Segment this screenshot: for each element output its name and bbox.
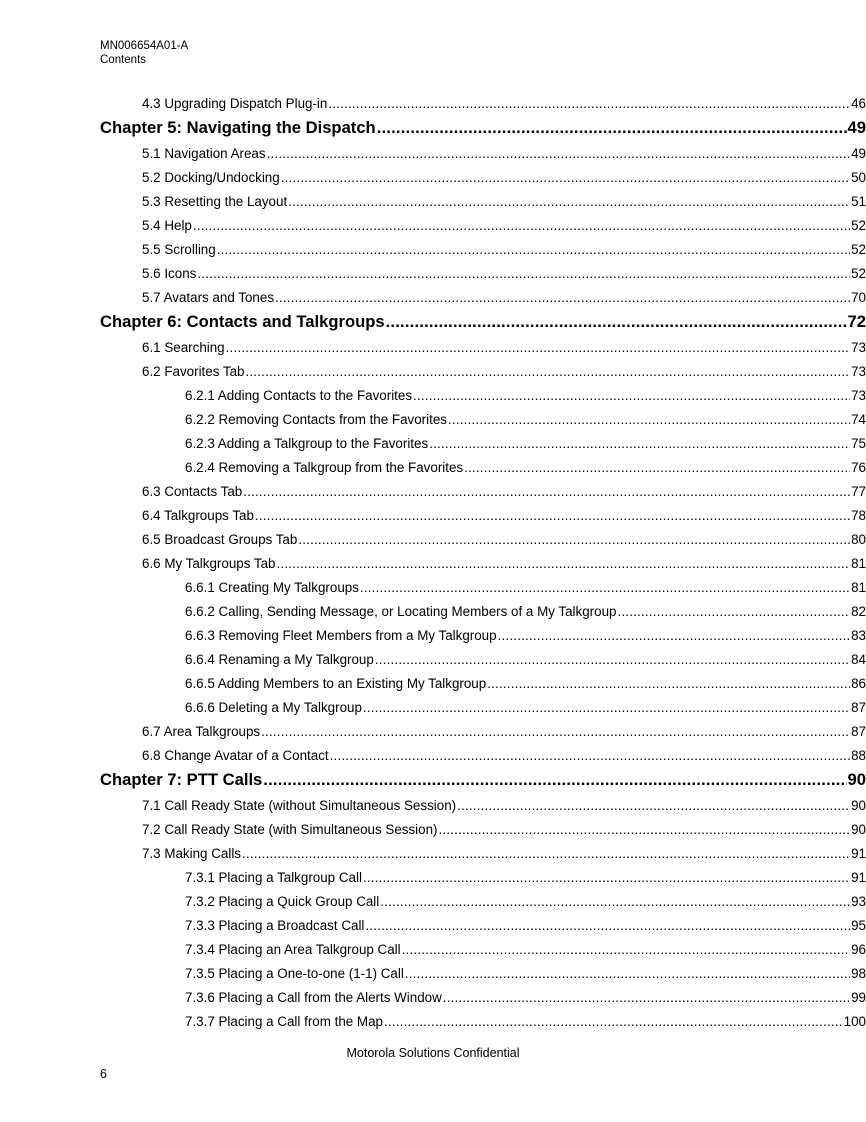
toc-entry-title: 5.5 Scrolling <box>142 241 216 257</box>
toc-entry-page: 84 <box>851 651 866 667</box>
toc-entry[interactable] <box>0 599 866 623</box>
toc-entry[interactable] <box>0 623 866 647</box>
toc-entry-title: 5.7 Avatars and Tones <box>142 289 275 305</box>
toc-entry-page: 83 <box>851 627 866 643</box>
toc-leader-dots <box>360 580 850 595</box>
toc-entry-page: 70 <box>851 289 866 305</box>
toc-leader-dots <box>377 118 847 138</box>
toc-entry-page: 72 <box>847 312 866 331</box>
toc-leader-dots <box>267 146 851 161</box>
toc-leader-dots <box>617 604 850 619</box>
toc-leader-dots <box>298 532 850 547</box>
toc-entry-title: 6.6.6 Deleting a My Talkgroup <box>185 699 362 715</box>
toc-entry-page: 73 <box>851 363 866 379</box>
toc-entry-page: 49 <box>851 145 866 161</box>
toc-entry[interactable] <box>0 889 866 913</box>
toc-entry[interactable] <box>0 479 866 503</box>
toc-entry-page: 90 <box>851 797 866 813</box>
toc-leader-dots <box>429 436 850 451</box>
toc-entry-page: 73 <box>851 387 866 403</box>
toc-entry-title: 6.2.1 Adding Contacts to the Favorites <box>185 387 413 403</box>
toc-leader-dots <box>275 290 850 305</box>
toc-entry-page: 50 <box>851 169 866 185</box>
toc-entry[interactable] <box>0 937 866 961</box>
toc-entry-page: 76 <box>851 459 866 475</box>
toc-entry-page: 75 <box>851 435 866 451</box>
toc-entry-title: 4.3 Upgrading Dispatch Plug-in <box>142 95 328 111</box>
toc-entry[interactable] <box>0 743 866 767</box>
toc-leader-dots <box>226 340 850 355</box>
toc-chapter-entry[interactable] <box>0 309 866 335</box>
toc-entry-title: 7.3.3 Placing a Broadcast Call <box>185 917 365 933</box>
toc-entry-title: 6.6.4 Renaming a My Talkgroup <box>185 651 374 667</box>
toc-entry-page: 91 <box>851 845 866 861</box>
toc-entry[interactable] <box>0 285 866 309</box>
toc-leader-dots <box>328 96 850 111</box>
toc-entry[interactable] <box>0 455 866 479</box>
toc-entry-page: 78 <box>851 507 866 523</box>
toc-entry-title: 7.2 Call Ready State (with Simultaneous Session) <box>142 821 438 837</box>
toc-leader-dots <box>263 770 846 790</box>
page-number: 6 <box>100 1067 107 1081</box>
toc-entry[interactable] <box>0 431 866 455</box>
toc-entry-page: 90 <box>851 821 866 837</box>
toc-entry[interactable] <box>0 1009 866 1033</box>
toc-leader-dots <box>487 676 850 691</box>
toc-entry[interactable] <box>0 865 866 889</box>
toc-leader-dots <box>243 484 850 499</box>
toc-entry[interactable] <box>0 841 866 865</box>
toc-entry-title: 7.3.4 Placing an Area Talkgroup Call <box>185 941 401 957</box>
toc-entry-title: 6.8 Change Avatar of a Contact <box>142 747 329 763</box>
toc-entry-title: 5.2 Docking/Undocking <box>142 169 280 185</box>
toc-leader-dots <box>193 218 850 233</box>
toc-entry-page: 77 <box>851 483 866 499</box>
toc-entry-title: 5.3 Resetting the Layout <box>142 193 288 209</box>
toc-leader-dots <box>363 870 850 885</box>
toc-leader-dots <box>255 508 850 523</box>
toc-entry[interactable] <box>0 359 866 383</box>
toc-entry-page: 80 <box>851 531 866 547</box>
toc-leader-dots <box>365 918 850 933</box>
toc-entry[interactable] <box>0 189 866 213</box>
toc-entry-title: 6.6.3 Removing Fleet Members from a My Talkgroup <box>185 627 497 643</box>
toc-entry-page: 87 <box>851 723 866 739</box>
toc-entry-page: 100 <box>843 1013 866 1029</box>
toc-entry-page: 81 <box>851 579 866 595</box>
toc-entry-title: 6.5 Broadcast Groups Tab <box>142 531 298 547</box>
toc-entry-page: 87 <box>851 699 866 715</box>
toc-entry[interactable] <box>0 985 866 1009</box>
toc-entry-page: 98 <box>851 965 866 981</box>
toc-chapter-entry[interactable] <box>0 767 866 793</box>
toc-entry[interactable] <box>0 817 866 841</box>
toc-entry[interactable] <box>0 335 866 359</box>
confidential-footer: Motorola Solutions Confidential <box>346 1046 520 1060</box>
toc-leader-dots <box>443 990 850 1005</box>
toc-leader-dots <box>386 312 847 332</box>
toc-entry-page: 74 <box>851 411 866 427</box>
toc-entry-title: 5.4 Help <box>142 217 192 233</box>
toc-leader-dots <box>281 170 850 185</box>
toc-entry-title: Chapter 7: PTT Calls <box>100 770 263 789</box>
toc-entry-title: 6.1 Searching <box>142 339 225 355</box>
toc-entry-page: 49 <box>847 118 866 137</box>
toc-chapter-entry[interactable] <box>0 115 866 141</box>
toc-leader-dots <box>384 1014 843 1029</box>
toc-entry-title: 7.3.5 Placing a One-to-one (1-1) Call <box>185 965 404 981</box>
toc-leader-dots <box>245 364 850 379</box>
toc-entry-page: 90 <box>847 770 866 789</box>
toc-entry-page: 82 <box>851 603 866 619</box>
toc-entry-page: 86 <box>851 675 866 691</box>
toc-entry-page: 91 <box>851 869 866 885</box>
toc-entry[interactable] <box>0 671 866 695</box>
toc-entry[interactable] <box>0 527 866 551</box>
toc-leader-dots <box>217 242 850 257</box>
toc-leader-dots <box>242 846 850 861</box>
toc-leader-dots <box>277 556 851 571</box>
toc-entry-title: 6.2.3 Adding a Talkgroup to the Favorites <box>185 435 429 451</box>
toc-leader-dots <box>375 652 850 667</box>
toc-entry-title: 6.2.2 Removing Contacts from the Favorites <box>185 411 447 427</box>
toc-leader-dots <box>498 628 851 643</box>
toc-entry-page: 88 <box>851 747 866 763</box>
toc-entry-page: 52 <box>851 217 866 233</box>
toc-entry[interactable] <box>0 961 866 985</box>
toc-leader-dots <box>288 194 850 209</box>
toc-entry-title: 6.2.4 Removing a Talkgroup from the Favorites <box>185 459 464 475</box>
toc-leader-dots <box>330 748 850 763</box>
toc-entry[interactable] <box>0 695 866 719</box>
toc-entry-page: 52 <box>851 241 866 257</box>
toc-entry[interactable] <box>0 503 866 527</box>
toc-entry-title: 7.3.7 Placing a Call from the Map <box>185 1013 383 1029</box>
toc-entry-title: 5.1 Navigation Areas <box>142 145 266 161</box>
toc-entry-page: 52 <box>851 265 866 281</box>
toc-entry-page: 46 <box>851 95 866 111</box>
toc-entry[interactable] <box>0 575 866 599</box>
toc-entry-title: 7.1 Call Ready State (without Simultaneous Session) <box>142 797 457 813</box>
toc-entry-title: 6.6.2 Calling, Sending Message, or Locating Members of a My Talkgroup <box>185 603 617 619</box>
toc-leader-dots <box>380 894 850 909</box>
toc-entry-title: 7.3.6 Placing a Call from the Alerts Window <box>185 989 442 1005</box>
toc-entry[interactable] <box>0 647 866 671</box>
toc-leader-dots <box>197 266 850 281</box>
toc-entry[interactable] <box>0 913 866 937</box>
toc-entry-title: 6.6.1 Creating My Talkgroups <box>185 579 359 595</box>
toc-leader-dots <box>405 966 850 981</box>
toc-entry[interactable] <box>0 551 866 575</box>
toc-leader-dots <box>448 412 850 427</box>
toc-entry-title: 7.3 Making Calls <box>142 845 241 861</box>
toc-entry[interactable] <box>0 407 866 431</box>
toc-entry-title: 6.2 Favorites Tab <box>142 363 245 379</box>
toc-entry-page: 51 <box>851 193 866 209</box>
toc-entry-title: Chapter 5: Navigating the Dispatch <box>100 118 376 137</box>
toc-entry[interactable] <box>0 237 866 261</box>
toc-entry-title: 6.3 Contacts Tab <box>142 483 243 499</box>
toc-entry-title: 6.4 Talkgroups Tab <box>142 507 254 523</box>
toc-leader-dots <box>464 460 850 475</box>
toc-entry[interactable] <box>0 793 866 817</box>
toc-entry[interactable] <box>0 719 866 743</box>
toc-entry-title: 7.3.2 Placing a Quick Group Call <box>185 893 380 909</box>
toc-entry[interactable] <box>0 383 866 407</box>
toc-entry-title: Chapter 6: Contacts and Talkgroups <box>100 312 385 331</box>
document-id: MN006654A01-A <box>100 40 189 52</box>
toc-leader-dots <box>363 700 850 715</box>
toc-entry-page: 95 <box>851 917 866 933</box>
section-title: Contents <box>100 54 147 66</box>
toc-entry-title: 7.3.1 Placing a Talkgroup Call <box>185 869 362 885</box>
toc-entry-title: 6.6 My Talkgroups Tab <box>142 555 276 571</box>
toc-entry[interactable] <box>0 261 866 285</box>
toc-entry-title: 6.6.5 Adding Members to an Existing My Talkgroup <box>185 675 487 691</box>
toc-entry[interactable] <box>0 213 866 237</box>
toc-entry-title: 5.6 Icons <box>142 265 197 281</box>
toc-entry[interactable] <box>0 141 866 165</box>
toc-entry-page: 93 <box>851 893 866 909</box>
toc-entry-title: 6.7 Area Talkgroups <box>142 723 261 739</box>
toc-entry[interactable] <box>0 165 866 189</box>
toc-entry-page: 96 <box>851 941 866 957</box>
toc-leader-dots <box>413 388 850 403</box>
toc-leader-dots <box>457 798 850 813</box>
toc-entry-page: 99 <box>851 989 866 1005</box>
toc-leader-dots <box>261 724 850 739</box>
toc-entry-page: 81 <box>851 555 866 571</box>
table-of-contents <box>0 91 866 1033</box>
toc-leader-dots <box>402 942 850 957</box>
toc-entry[interactable] <box>0 91 866 115</box>
toc-leader-dots <box>438 822 850 837</box>
toc-entry-page: 73 <box>851 339 866 355</box>
